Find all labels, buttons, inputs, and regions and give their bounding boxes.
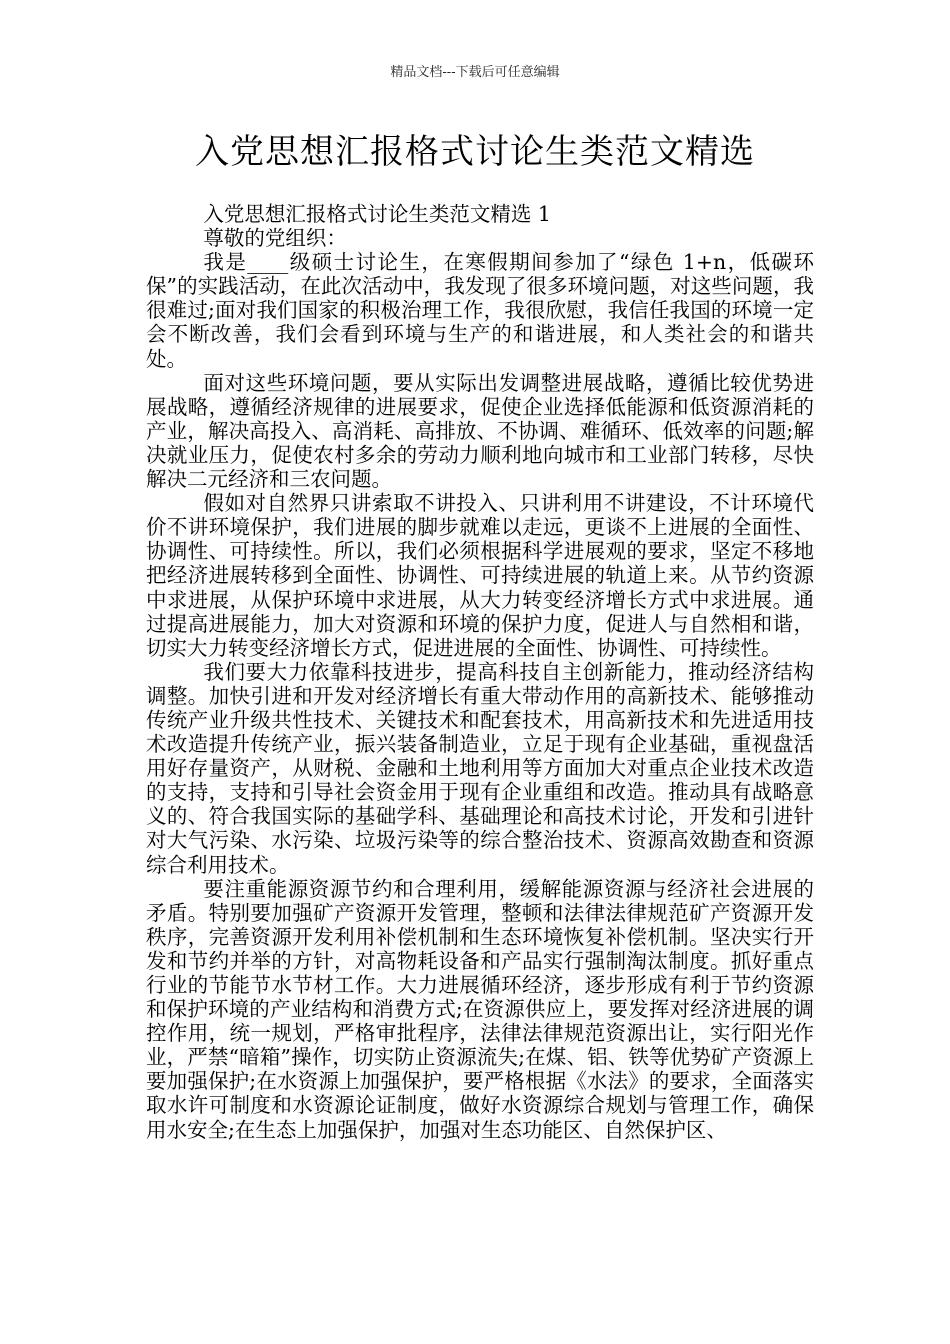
paragraph-1: 我是____级硕士讨论生，在寒假期间参加了“绿色 1+n，低碳环保”的实践活动，在此次活动中，我发现了很多环境问题，对这些问题，我很难过;面对我们国家的积极治理工作，我很欣慰，我信任我国的环境一定会不断改善，我们会看到环境与生产的和谐进展，和人类社会的和谐共处。: [146, 250, 814, 371]
paragraph-2: 面对这些环境问题，要从实际出发调整进展战略，遵循比较优势进展战略，遵循经济规律的进展要求，促使企业选择低能源和低资源消耗的产业，解决高投入、高消耗、高排放、不协调、难循环、低效率的问题;解决就业压力，促使农村多余的劳动力顺利地向城市和工业部门转移，尽快解决二元经济和三农问题。: [146, 370, 814, 492]
paragraph-4: 我们要大力依靠科技进步，提高科技自主创新能力，推动经济结构调整。加快引进和开发对经济增长有重大带动作用的高新技术、能够推动传统产业升级共性技术、关键技术和配套技术，用高新技术和先进适用技术改造提升传统产业，振兴装备制造业，立足于现有企业基础，重视盘活用好存量资产，从财税、金融和土地利用等方面加大对重点企业技术改造的支持，支持和引导社会资金用于现有企业重组和改造。推动具有战略意义的、符合我国实际的基础学科、基础理论和高技术讨论，开发和引进针对大气污染、水污染、垃圾污染等的综合整治技术、资源高效勘查和资源综合利用技术。: [146, 659, 814, 877]
document-title: 入党思想汇报格式讨论生类范文精选: [195, 132, 755, 172]
document-body: [146, 202, 814, 1142]
paragraph-5: 要注重能源资源节约和合理利用，缓解能源资源与经济社会进展的矛盾。特别要加强矿产资源开发管理，整顿和法律法律规范矿产资源开发秩序，完善资源开发利用补偿机制和生态环境恢复补偿机制。坚决实行开发和节约并举的方针，对高物耗设备和产品实行强制淘汰制度。抓好重点行业的节能节水节材工作。大力进展循环经济，逐步形成有利于节约资源和保护环境的产业结构和消费方式;在资源供应上，要发挥对经济进展的调控作用，统一规划，严格审批程序，法律法律规范资源出让，实行阳光作业，严禁“暗箱”操作，切实防止资源流失;在煤、铝、铁等优势矿产资源上要加强保护;在水资源上加强保护，要严格根据《水法》的要求，全面落实取水许可制度和水资源论证制度，做好水资源综合规划与管理工作，确保用水安全;在生态上加强保护，加强对生态功能区、自然保护区、: [146, 876, 814, 1142]
paragraph-3: 假如对自然界只讲索取不讲投入、只讲利用不讲建设，不计环境代价不讲环境保护，我们进展的脚步就难以走远，更谈不上进展的全面性、协调性、可持续性。所以，我们必须根据科学进展观的要求，坚定不移地把经济进展转移到全面性、协调性、可持续进展的轨道上来。从节约资源中求进展，从保护环境中求进展，从大力转变经济增长方式中求进展。通过提高进展能力，加大对资源和环境的保护力度，促进人与自然相和谐，切实大力转变经济增长方式，促进进展的全面性、协调性、可持续性。: [146, 491, 814, 660]
section-heading: 入党思想汇报格式讨论生类范文精选 1: [203, 202, 551, 226]
salutation: 尊敬的党组织：: [203, 226, 347, 251]
header-note: 精品文档---下载后可任意编辑: [390, 65, 560, 80]
